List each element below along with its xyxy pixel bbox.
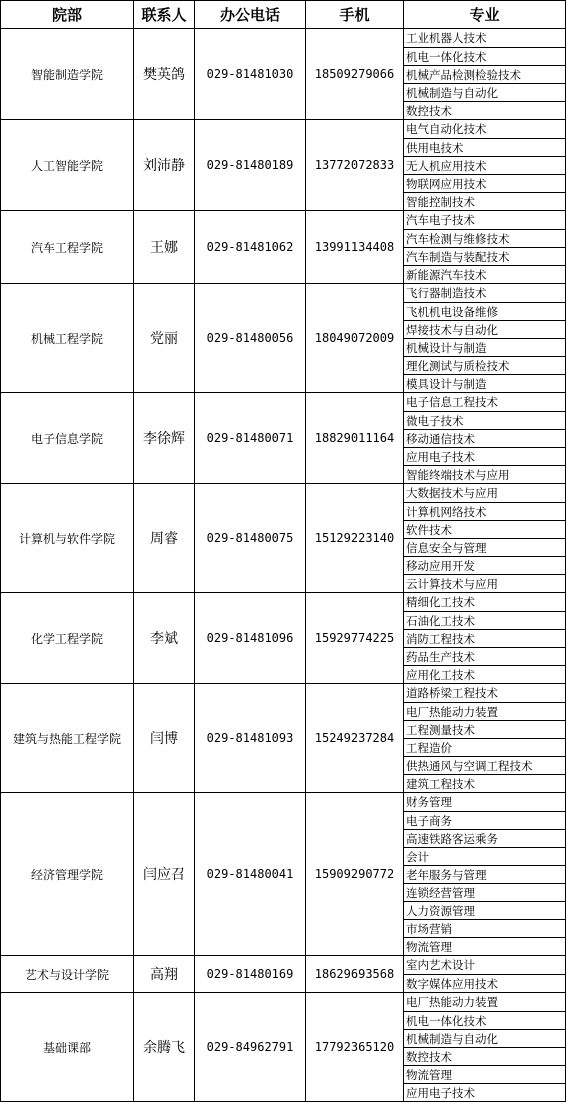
- college-cell: 艺术与设计学院: [1, 956, 134, 993]
- major-item: 模具设计与制造: [404, 374, 565, 392]
- office-phone-cell: 029-81480041: [195, 793, 306, 956]
- major-item: 飞机机电设备维修: [404, 302, 565, 320]
- major-item: 智能终端技术与应用: [404, 465, 565, 483]
- contact-cell: 樊英鸽: [134, 29, 195, 120]
- header-row: [1, 1, 566, 29]
- table-row: [1, 284, 566, 393]
- college-cell: 人工智能学院: [1, 120, 134, 211]
- office-phone-cell: 029-81480189: [195, 120, 306, 211]
- header-office-phone: 办公电话: [195, 1, 306, 29]
- contact-cell: 党丽: [134, 284, 195, 393]
- mobile-cell: 15929774225: [306, 593, 404, 684]
- table-row: [1, 956, 566, 993]
- contact-cell: 刘沛静: [134, 120, 195, 211]
- majors-cell: [404, 593, 566, 684]
- mobile-cell: 18049072009: [306, 284, 404, 393]
- major-item: 电厂热能动力装置: [406, 995, 498, 1009]
- majors-cell: [404, 484, 566, 593]
- major-item: 供热通风与空调工程技术: [404, 756, 565, 774]
- major-item: 无人机应用技术: [404, 156, 565, 174]
- major-item: 新能源汽车技术: [404, 265, 565, 283]
- office-phone-cell: 029-81480071: [195, 393, 306, 484]
- major-item: 建筑工程技术: [404, 774, 565, 792]
- major-item: 石油化工技术: [404, 611, 565, 629]
- header-mobile: 手机: [306, 1, 404, 29]
- major-item: 汽车电子技术: [406, 213, 475, 227]
- table-row: [1, 684, 566, 793]
- table-row: [1, 393, 566, 484]
- majors-cell: [404, 793, 566, 956]
- table-row: [1, 211, 566, 284]
- major-item: 精细化工技术: [406, 595, 475, 609]
- major-item: 高速铁路客运乘务: [404, 829, 565, 847]
- major-item: 机械制造与自动化: [404, 83, 565, 101]
- major-item: 应用电子技术: [404, 1083, 565, 1101]
- major-item: 微电子技术: [404, 411, 565, 429]
- majors-cell: [404, 684, 566, 793]
- major-item: 工程造价: [404, 738, 565, 756]
- header-majors: 专业: [404, 1, 566, 29]
- header-contact: 联系人: [134, 1, 195, 29]
- major-item: 物流管理: [404, 1065, 565, 1083]
- major-item: 道路桥梁工程技术: [406, 686, 498, 700]
- table-row: [1, 793, 566, 956]
- major-item: 工程测量技术: [404, 720, 565, 738]
- mobile-cell: 18829011164: [306, 393, 404, 484]
- table-row: [1, 484, 566, 593]
- college-cell: 计算机与软件学院: [1, 484, 134, 593]
- major-item: 连锁经营管理: [404, 883, 565, 901]
- major-item: 飞行器制造技术: [406, 286, 487, 300]
- mobile-cell: 17792365120: [306, 993, 404, 1102]
- mobile-cell: 15129223140: [306, 484, 404, 593]
- major-item: 汽车检测与维修技术: [404, 229, 565, 247]
- table-body: [1, 29, 566, 1102]
- major-item: 机械制造与自动化: [404, 1029, 565, 1047]
- major-item: 云计算技术与应用: [404, 574, 565, 592]
- majors-cell: [404, 211, 566, 284]
- office-phone-cell: 029-81480056: [195, 284, 306, 393]
- mobile-cell: 18509279066: [306, 29, 404, 120]
- majors-cell: [404, 993, 566, 1102]
- office-phone-cell: 029-81481093: [195, 684, 306, 793]
- contact-cell: 李徐辉: [134, 393, 195, 484]
- major-item: 机电一体化技术: [404, 47, 565, 65]
- office-phone-cell: 029-81481062: [195, 211, 306, 284]
- college-cell: 建筑与热能工程学院: [1, 684, 134, 793]
- major-item: 药品生产技术: [404, 647, 565, 665]
- college-cell: 机械工程学院: [1, 284, 134, 393]
- mobile-cell: 13772072833: [306, 120, 404, 211]
- major-item: 物流管理: [404, 937, 565, 955]
- major-item: 移动应用开发: [404, 556, 565, 574]
- office-phone-cell: 029-84962791: [195, 993, 306, 1102]
- office-phone-cell: 029-81481030: [195, 29, 306, 120]
- table-row: [1, 993, 566, 1102]
- header-college: 院部: [1, 1, 134, 29]
- major-item: 智能控制技术: [404, 192, 565, 210]
- contact-cell: 李斌: [134, 593, 195, 684]
- major-item: 软件技术: [404, 520, 565, 538]
- major-item: 数字媒体应用技术: [404, 974, 565, 992]
- major-item: 数控技术: [404, 101, 565, 119]
- mobile-cell: 15909290772: [306, 793, 404, 956]
- office-phone-cell: 029-81480075: [195, 484, 306, 593]
- major-item: 室内艺术设计: [406, 958, 475, 972]
- mobile-cell: 18629693568: [306, 956, 404, 993]
- mobile-cell: 13991134408: [306, 211, 404, 284]
- college-cell: 汽车工程学院: [1, 211, 134, 284]
- major-item: 机电一体化技术: [404, 1011, 565, 1029]
- majors-cell: [404, 956, 566, 993]
- contact-cell: 周睿: [134, 484, 195, 593]
- major-item: 应用化工技术: [404, 665, 565, 683]
- major-item: 计算机网络技术: [404, 502, 565, 520]
- major-item: 消防工程技术: [404, 629, 565, 647]
- major-item: 应用电子技术: [404, 447, 565, 465]
- major-item: 市场营销: [404, 919, 565, 937]
- college-cell: 基础课部: [1, 993, 134, 1102]
- contact-cell: 高翔: [134, 956, 195, 993]
- majors-cell: [404, 120, 566, 211]
- college-cell: 化学工程学院: [1, 593, 134, 684]
- college-cell: 经济管理学院: [1, 793, 134, 956]
- college-cell: 电子信息学院: [1, 393, 134, 484]
- major-item: 供用电技术: [404, 138, 565, 156]
- table-row: [1, 120, 566, 211]
- major-item: 财务管理: [406, 795, 452, 809]
- mobile-cell: 15249237284: [306, 684, 404, 793]
- major-item: 工业机器人技术: [406, 31, 487, 45]
- major-item: 焊接技术与自动化: [404, 320, 565, 338]
- major-item: 机械产品检测检验技术: [404, 65, 565, 83]
- contact-cell: 余腾飞: [134, 993, 195, 1102]
- table-row: [1, 29, 566, 120]
- majors-cell: [404, 393, 566, 484]
- major-item: 电气自动化技术: [406, 122, 487, 136]
- major-item: 物联网应用技术: [404, 174, 565, 192]
- office-phone-cell: 029-81480169: [195, 956, 306, 993]
- major-item: 数控技术: [404, 1047, 565, 1065]
- major-item: 电厂热能动力装置: [404, 702, 565, 720]
- table-row: [1, 593, 566, 684]
- office-phone-cell: 029-81481096: [195, 593, 306, 684]
- majors-cell: [404, 284, 566, 393]
- major-item: 汽车制造与装配技术: [404, 247, 565, 265]
- college-cell: 智能制造学院: [1, 29, 134, 120]
- major-item: 移动通信技术: [404, 429, 565, 447]
- major-item: 电子信息工程技术: [406, 395, 498, 409]
- major-item: 大数据技术与应用: [406, 486, 498, 500]
- major-item: 信息安全与管理: [404, 538, 565, 556]
- major-item: 会计: [404, 847, 565, 865]
- major-item: 理化测试与质检技术: [404, 356, 565, 374]
- major-item: 人力资源管理: [404, 901, 565, 919]
- major-item: 老年服务与管理: [404, 865, 565, 883]
- contact-cell: 闫博: [134, 684, 195, 793]
- major-item: 电子商务: [404, 811, 565, 829]
- contact-cell: 王娜: [134, 211, 195, 284]
- major-item: 机械设计与制造: [404, 338, 565, 356]
- majors-cell: [404, 29, 566, 120]
- contact-cell: 闫应召: [134, 793, 195, 956]
